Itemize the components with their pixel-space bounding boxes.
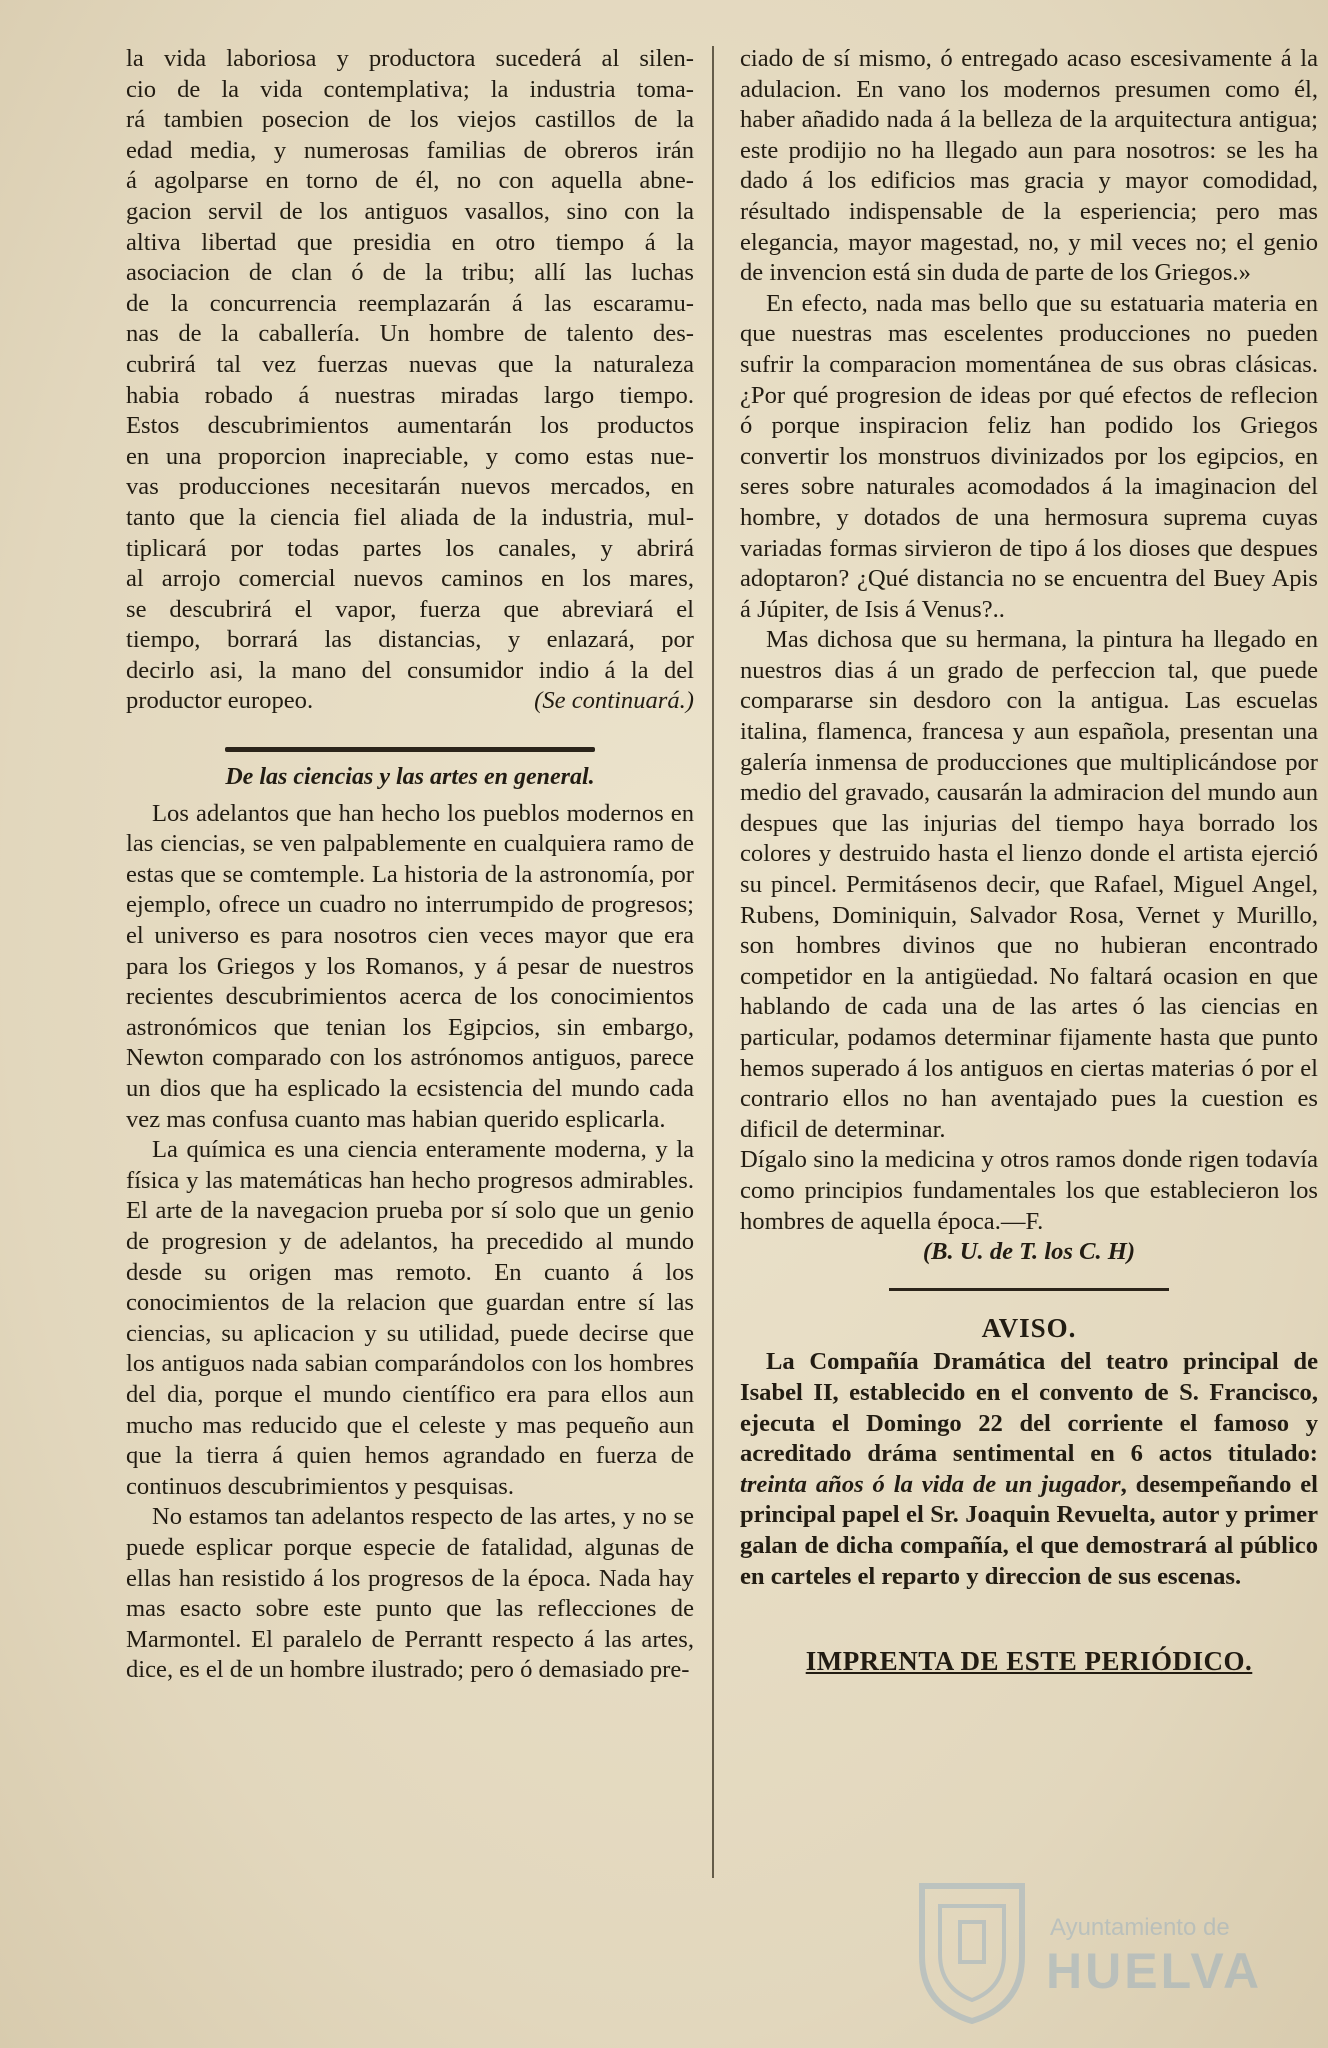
aviso-text-part2: , desempeñando el principal papel el Sr. Joaquin Revuelta, autor y primer galan de dicha compañía, el que demostrará al público en carteles el reparto y direccion de sus escenas. [740,1470,1319,1590]
aviso-title: AVISO. [981,1312,1077,1343]
article-paragraph: Dígalo sino la medicina y otros ramos donde rigen todavía como principios fundamentales los que establecieron los hombres de aquella época.—F. [740,1146,1318,1235]
text-line: asociacion de clan ó de la tribu; allí las luchas [126,259,694,287]
article-paragraph: La química es una ciencia enteramente moderna, y la física y las matemáticas han hecho progresos admirables. El arte de la navegacion prueba por sí solo que un genio de progresion y de adelantos, ha precedido al mundo desde su origen mas remoto. En cuanto á los conocimientos de la relacion que guardan entre sí las ciencias, su aplicacion y su utilidad, puede decirse que los antiguos nada sabian comparándolos con los hombres del dia, porque el mundo científico era para ellos aun mucho mas reducido que el celeste y mas pequeño aun que la tierra á quien hemos agrandado en fuerza de continuos descubrimientos y pesquisas. [126,1136,694,1500]
text-line: rá tambien posecion de los viejos castillos de la [126,106,694,134]
aviso-separator [889,1288,1169,1291]
article-paragraph: ciado de sí mismo, ó entregado acaso escesivamente á la adulacion. En vano los modernos presumen como él, haber añadido nada á la belleza de la arquitectura antigua; este prodijio no ha llegado aun para nosotros: se les ha dado á los edificios mas gracia y mayor comodidad, résultado indispensable de la esperiencia; pero mas elegancia, mayor magestad, no, y mil veces no; el genio de invencion está sin duda de parte de los Griegos.» [740,45,1318,287]
aviso-play-title: treinta años ó la vida de un jugador [740,1470,1121,1498]
watermark-line2: HUELVA [1046,1943,1263,1999]
text-line: altiva libertad que presidia en otro tiempo á la [126,228,694,256]
text-line: tiplicará por todas partes los canales, y abrirá [126,534,694,562]
archive-watermark [912,1876,1272,2026]
text-line: edad media, y numerosas familias de obreros irán [126,136,694,164]
text-line: de la concurrencia reemplazarán á las escaramu- [126,289,694,317]
article-continuation [126,44,694,686]
text-line: la vida laboriosa y productora sucederá al silen- [126,45,694,72]
article-paragraph: Mas dichosa que su hermana, la pintura ha llegado en nuestros dias á un grado de perfeccion tal, que puede compararse sin desdoro con la antigua. Las escuelas italina, flamenca, francesa y aun española, presentan una galería inmensa de producciones que multiplicándose por medio del gravado, causarán la admiracion del mundo aun despues que las injurias del tiempo haya borrado los colores y destruido hasta el lienzo donde el artista ejerció su pincel. Permitásenos decir, que Rafael, Miguel Angel, Rubens, Dominiquin, Salvador Rosa, Vernet y Murillo, son hombres divinos que no hubieran encontrado competidor en la antigüedad. No faltará ocasion en que hablando de cada una de las artes ó las ciencias en particular, podamos determinar fijamente hasta que punto hemos superado á los antiguos en ciertas materias ó por el contrario ellos no han aventajado pues la cuestion es dificil de determinar. [740,626,1318,1143]
text-line: en una proporcion inapreciable, y como estas nue- [126,442,694,470]
watermark-line1: Ayuntamiento de [1050,1914,1230,1941]
left-column [126,44,694,1686]
text-line: al arrojo comercial nuevos caminos en los mares, [126,565,694,593]
article-signature: (B. U. de T. los C. H) [922,1238,1136,1266]
coat-of-arms-icon [912,1876,1032,2026]
continuation-note: (Se continuará.) [534,687,694,715]
text-line: habia robado á nuestras miradas largo tiempo. [126,381,694,409]
section-title: De las ciencias y las artes en general. [225,764,595,791]
printer-imprint: IMPRENTA DE ESTE PERIÓDICO. [805,1646,1253,1677]
article-paragraph: En efecto, nada mas bello que su estatuaria materia en que nuestras mas escelentes producciones no pueden sufrir la comparacion momentánea de sus obras clásicas. ¿Por qué progresion de ideas por qué efectos de reflecion ó porque inspiracion feliz han podido los Griegos convertir los monstruos divinizados por los egipcios, en seres sobre naturales acomodados á la imaginacion del hombre, y dotados de una hermosura suprema cuyas variadas formas sirvieron de tipo á los dioses que despues adoptaron? ¿Qué distancia no se encuentra del Buey Apis á Júpiter, de Isis á Venus?.. [740,289,1318,623]
text-line: Estos descubrimientos aumentarán los productos [126,412,694,440]
text-line: vas producciones necesitarán nuevos mercados, en [126,473,694,501]
text-line: tanto que la ciencia fiel aliada de la industria, mul- [126,503,694,531]
text-line: cubrirá tal vez fuerzas nuevas que la naturaleza [126,350,694,378]
article-paragraph: Los adelantos que han hecho los pueblos modernos en las ciencias, se ven palpablemente en cualquiera ramo de estas que se comtemple. La historia de la astronomía, por ejemplo, ofrece un cuadro no interrumpido de progresos; el universo es para nosotros cien veces mayor que era para los Griegos y los Romanos, y á pesar de nuestros recientes descubrimientos acerca de los conocimientos astronómicos que tenian los Egipcios, sin embargo, Newton comparado con los astrónomos antiguos, parece un dios que ha esplicado la ecsistencia del mundo cada vez mas confusa cuanto mas habian querido esplicarla. [126,799,694,1133]
text-line: cio de la vida contemplativa; la industria toma- [126,75,694,103]
text-line: nas de la caballería. Un hombre de talento des- [126,320,694,348]
last-line-text: productor europeo. [126,687,314,715]
aviso-body [740,1347,1318,1592]
aviso-text-part1: La Compañía Dramática del teatro principal de Isabel II, establecido en el convento de S. Francisco, ejecuta el Domingo 22 del corriente el famoso y acreditado dráma sentimental en 6 actos titulado: [740,1348,1318,1468]
article-last-line [126,686,694,717]
text-line: tiempo, borrará las distancias, y enlazará, por [126,626,694,654]
article-paragraph: No estamos tan adelantos respecto de las artes, y no se puede esplicar porque especie de fatalidad, algunas de ellas han resistido á los progresos de la época. Nada hay mas esacto sobre este punto que las reflecciones de Marmontel. El paralelo de Perrantt respecto á las artes, dice, es el de un hombre ilustrado; pero ó demasiado pre- [126,1503,694,1684]
text-line: decirlo asi, la mano del consumidor indio á la del [126,656,694,684]
right-column [740,44,1318,1677]
text-line: á agolparse en torno de él, no con aquella abne- [126,167,694,195]
text-line: se descubrirá el vapor, fuerza que abreviará el [126,595,694,623]
column-divider [712,46,714,1878]
text-line: gacion servil de los antiguos vasallos, sino con la [126,197,694,225]
section-separator [225,747,595,752]
